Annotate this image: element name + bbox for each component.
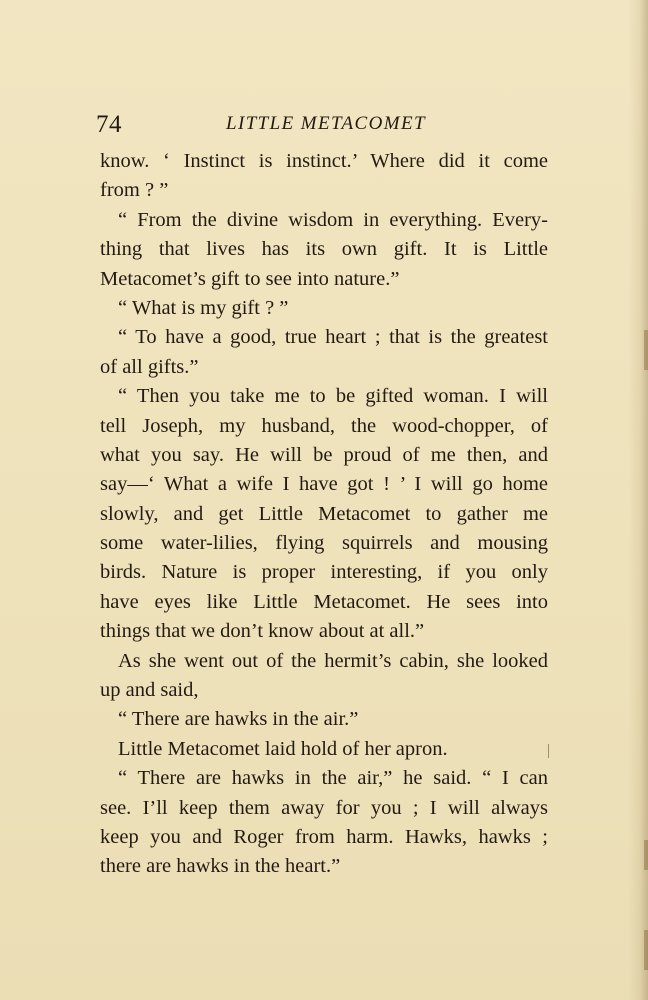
text-line: what you say. He will be proud of me then, and [100,443,548,466]
text-line: “ From the divine wisdom in everything. Every- [118,208,548,231]
text-line: birds. Nature is proper interesting, if you only [100,561,548,584]
page-header [96,111,551,141]
text-line: some water-lilies, flying squirrels and mousing [100,532,548,555]
text-line: As she went out of the hermit’s cabin, she looked [118,649,548,672]
text-line: thing that lives has its own gift. It is Little [100,238,548,261]
text-line: “ Then you take me to be gifted woman. I will [118,385,548,408]
text-line: know. ‘ Instinct is instinct.’ Where did it come [100,150,548,172]
text-line: say—‘ What a wife I have got ! ’ I will go home [100,473,548,496]
text-line: there are hawks in the heart.” [100,855,341,878]
text-line: things that we don’t know about at all.” [100,620,425,643]
text-line: Little Metacomet laid hold of her apron. [118,737,448,760]
text-line: “ What is my gift ? ” [118,296,289,319]
text-line: have eyes like Little Metacomet. He sees into [100,590,548,613]
text-line: up and said, [100,679,199,702]
page-edge-shadow [644,840,648,870]
text-line: “ To have a good, true heart ; that is the greatest [118,326,548,349]
text-line: slowly, and get Little Metacomet to gather me [100,502,548,525]
running-head: LITTLE METACOMET [226,113,426,134]
text-line: of all gifts.” [100,355,199,378]
page-edge-shadow [644,330,648,370]
text-line: from ? ” [100,179,169,202]
page-edge-shadow [644,930,648,970]
text-line: Metacomet’s gift to see into nature.” [100,267,400,290]
text-line: see. I’ll keep them away for you ; I will always [100,796,548,819]
page-number: 74 [96,111,122,138]
print-speck [548,744,549,758]
text-line: “ There are hawks in the air.” [118,708,359,731]
text-line: “ There are hawks in the air,” he said. “ I can [118,767,548,790]
body-text [100,147,548,882]
text-line: keep you and Roger from harm. Hawks, hawks ; [100,825,548,848]
text-line: tell Joseph, my husband, the wood-chopper, of [100,414,548,437]
